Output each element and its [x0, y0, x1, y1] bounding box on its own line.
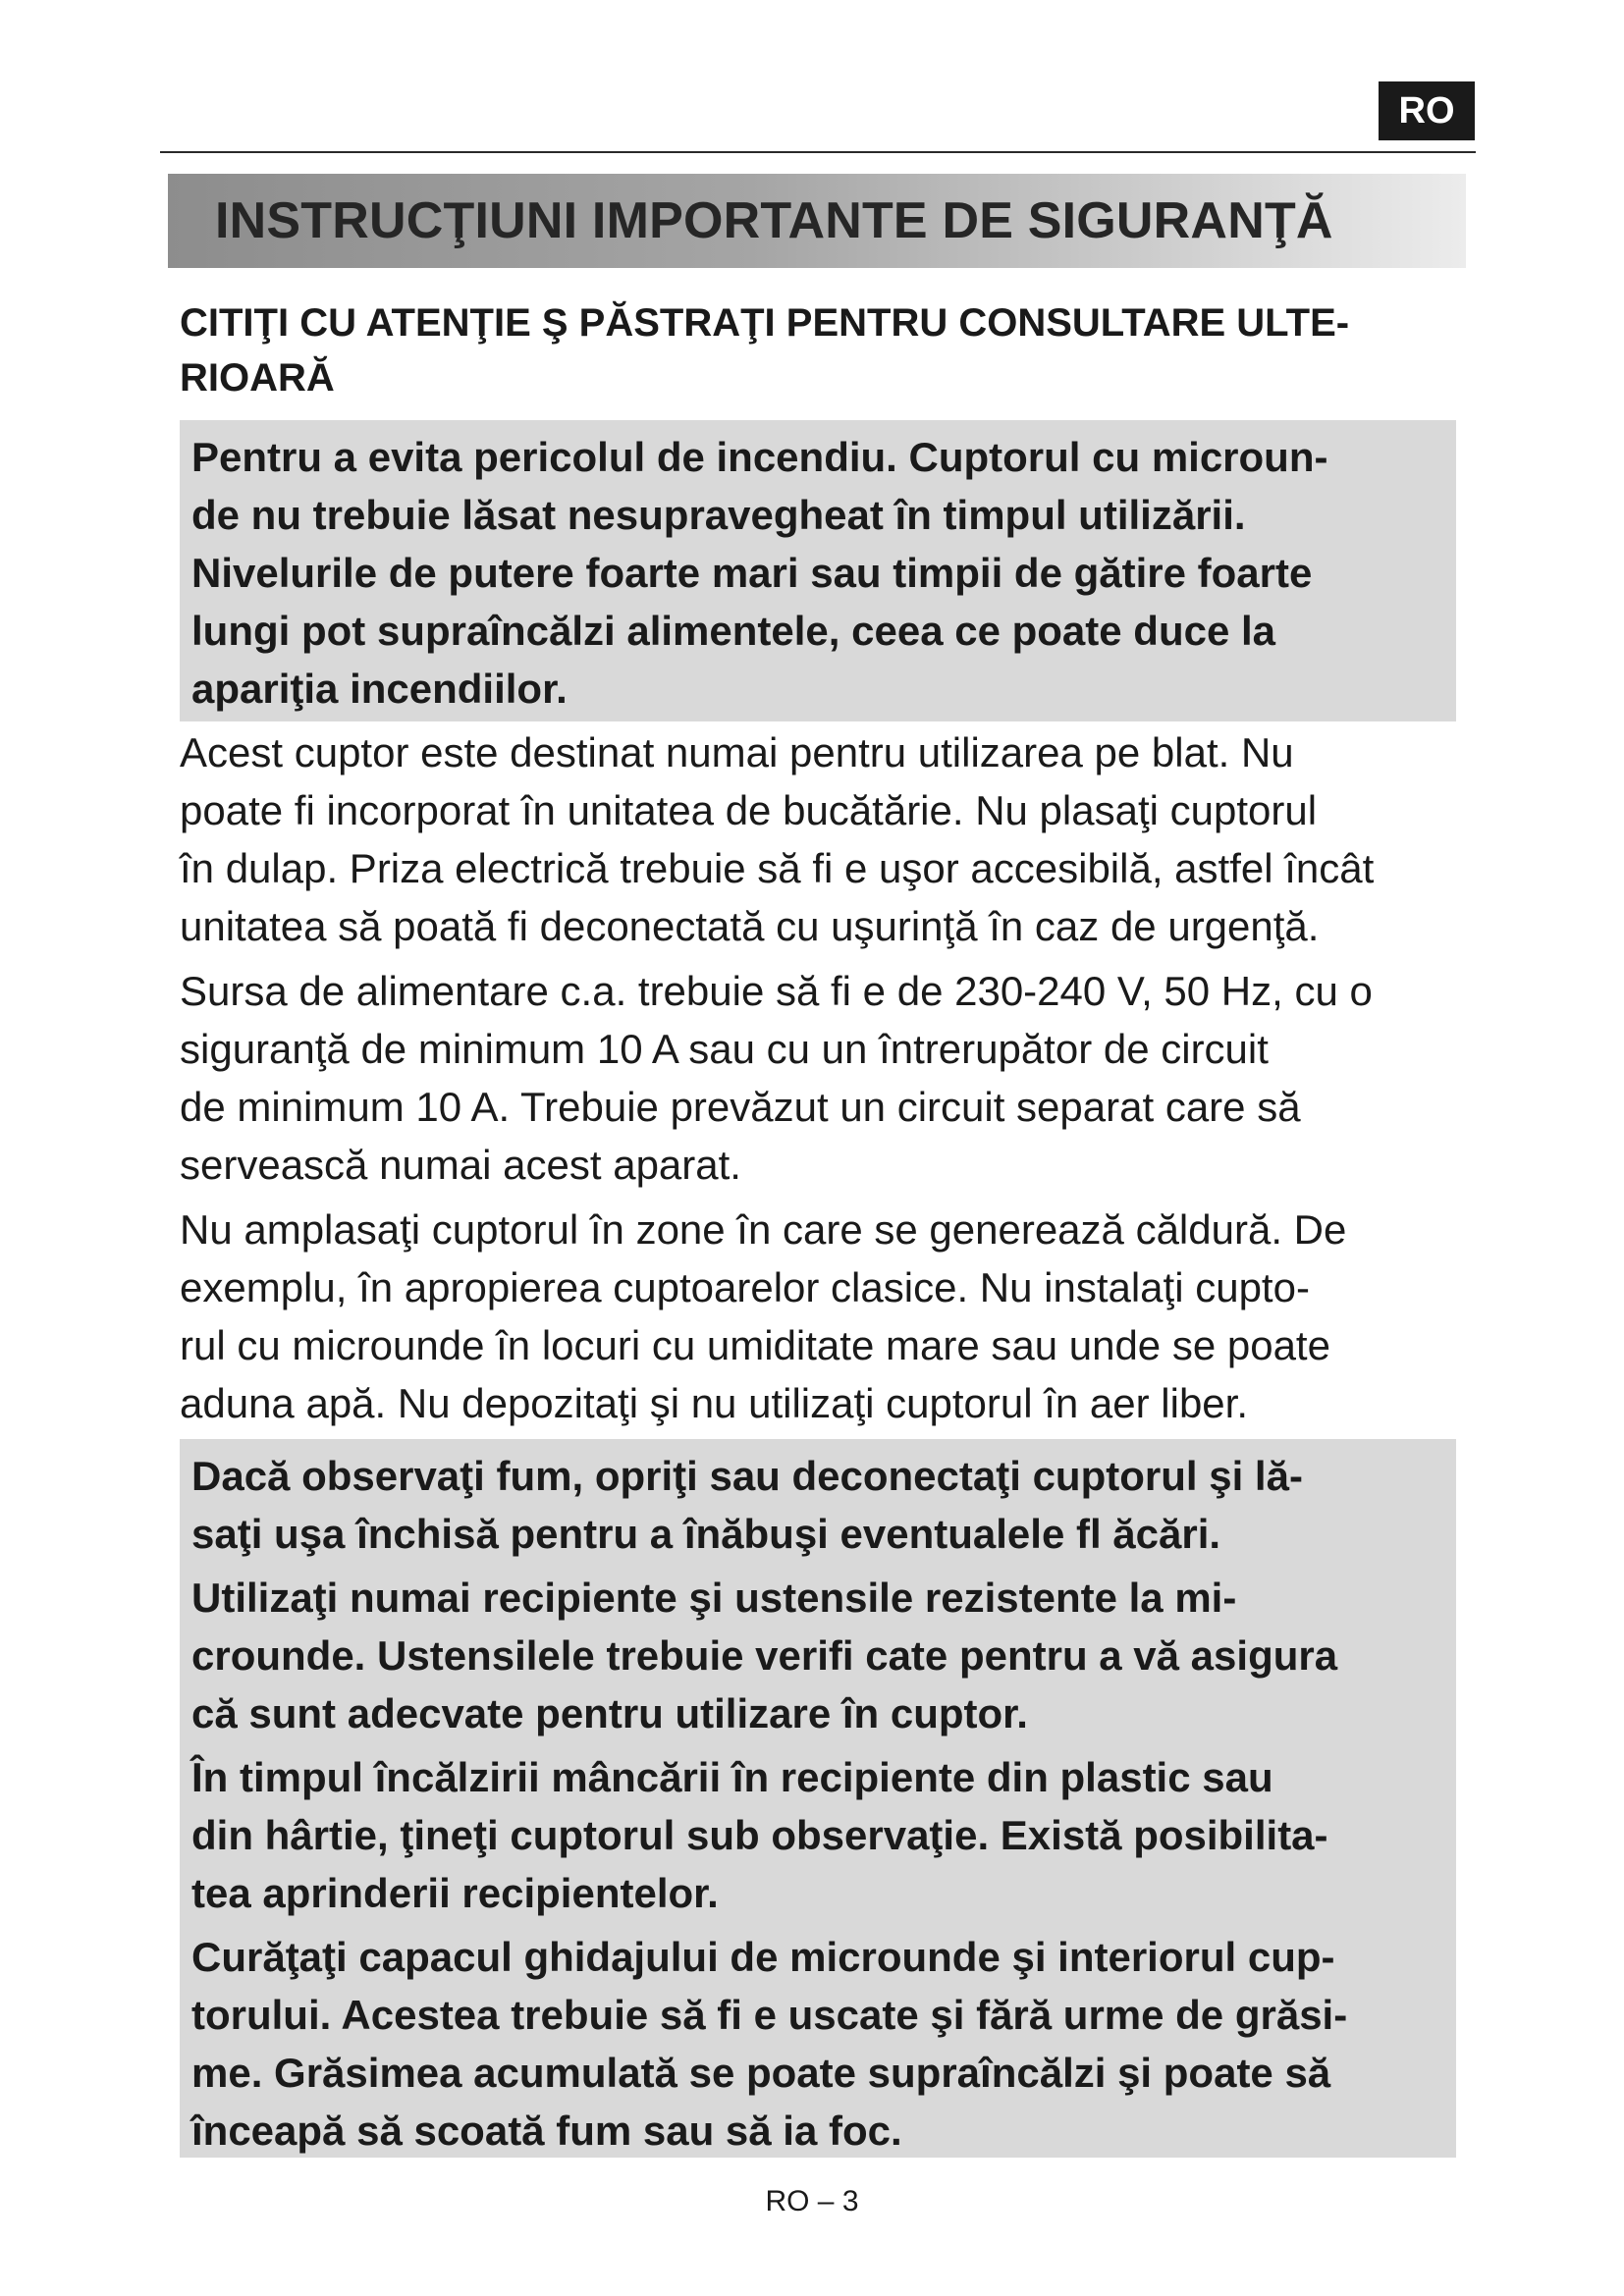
text-line: înceapă să scoată fum sau să ia foc. — [191, 2108, 902, 2154]
warning-paragraph — [191, 1748, 1442, 1922]
text-line: Nivelurile de putere foarte mari sau timpii de gătire foarte — [191, 550, 1313, 596]
text-line: de nu trebuie lăsat nesupravegheat în timpul utilizării. — [191, 492, 1246, 538]
fire-warning-box — [180, 420, 1456, 721]
text-line: servească numai acest aparat. — [180, 1142, 741, 1188]
text-line: în dulap. Priza electrică trebuie să fi e uşor accesibilă, astfel încât — [180, 845, 1375, 891]
language-badge: RO — [1379, 81, 1475, 140]
text-line: Dacă observaţi fum, opriţi sau deconectaţi cuptorul şi lă- — [191, 1453, 1303, 1499]
warning-paragraph — [191, 1928, 1442, 2160]
warning-paragraph — [191, 1569, 1442, 1742]
page-number: RO – 3 — [765, 2185, 859, 2217]
text-line: Utilizaţi numai recipiente şi ustensile rezistente la mi- — [191, 1575, 1237, 1621]
text-line: că sunt adecvate pentru utilizare în cuptor. — [191, 1690, 1028, 1736]
warning-paragraph — [191, 428, 1442, 718]
text-line: unitatea să poată fi deconectată cu uşurinţă în caz de urgenţă. — [180, 903, 1320, 949]
text-line: Nu amplasaţi cuptorul în zone în care se generează căldură. De — [180, 1206, 1347, 1253]
page-title: INSTRUCŢIUNI IMPORTANTE DE SIGURANŢĂ — [215, 192, 1333, 249]
text-line: poate fi incorporat în unitatea de bucătărie. Nu plasaţi cuptorul — [180, 787, 1318, 833]
text-line: siguranţă de minimum 10 A sau cu un întrerupător de circuit — [180, 1026, 1269, 1072]
body-paragraph — [180, 962, 1476, 1194]
text-line: În timpul încălzirii mâncării în recipiente din plastic sau — [191, 1754, 1273, 1800]
safety-warnings-box — [180, 1439, 1456, 2158]
text-line: torului. Acestea trebuie să fi e uscate şi fără urme de grăsi- — [191, 1992, 1348, 2038]
body-paragraph — [180, 1201, 1476, 1432]
text-line: Pentru a evita pericolul de incendiu. Cuptorul cu microun- — [191, 434, 1328, 480]
text-line: rul cu microunde în locuri cu umiditate mare sau unde se poate — [180, 1322, 1330, 1368]
text-line: Sursa de alimentare c.a. trebuie să fi e de 230-240 V, 50 Hz, cu o — [180, 968, 1373, 1014]
text-line: apariţia incendiilor. — [191, 666, 568, 712]
body-text — [180, 723, 1476, 1432]
text-line: aduna apă. Nu depozitaţi şi nu utilizaţi cuptorul în aer liber. — [180, 1380, 1249, 1426]
warning-paragraph — [191, 1447, 1442, 1563]
text-line: Acest cuptor este destinat numai pentru utilizarea pe blat. Nu — [180, 729, 1294, 775]
body-paragraph — [180, 723, 1476, 955]
text-line: din hârtie, ţineţi cuptorul sub observaţie. Există posibilita- — [191, 1812, 1328, 1858]
text-line: tea aprinderii recipientelor. — [191, 1870, 719, 1916]
text-line: Curăţaţi capacul ghidajului de microunde şi interiorul cup- — [191, 1934, 1335, 1980]
text-line: saţi uşa închisă pentru a înăbuşi eventualele fl ăcări. — [191, 1511, 1221, 1557]
text-line: de minimum 10 A. Trebuie prevăzut un circuit separat care să — [180, 1084, 1301, 1130]
text-line: lungi pot supraîncălzi alimentele, ceea ce poate duce la — [191, 608, 1276, 654]
title-banner — [168, 174, 1466, 268]
subheading — [180, 295, 1466, 405]
text-line: crounde. Ustensilele trebuie verifi cate pentru a vă asigura — [191, 1632, 1338, 1679]
subheading-line: CITIŢI CU ATENŢIE Ş PĂSTRAŢI PENTRU CONSULTARE ULTE- — [180, 301, 1350, 345]
subheading-line: RIOARĂ — [180, 356, 335, 400]
text-line: exemplu, în apropierea cuptoarelor clasice. Nu instalaţi cupto- — [180, 1264, 1310, 1310]
header-divider — [160, 151, 1476, 153]
text-line: me. Grăsimea acumulată se poate supraîncălzi şi poate să — [191, 2050, 1331, 2096]
